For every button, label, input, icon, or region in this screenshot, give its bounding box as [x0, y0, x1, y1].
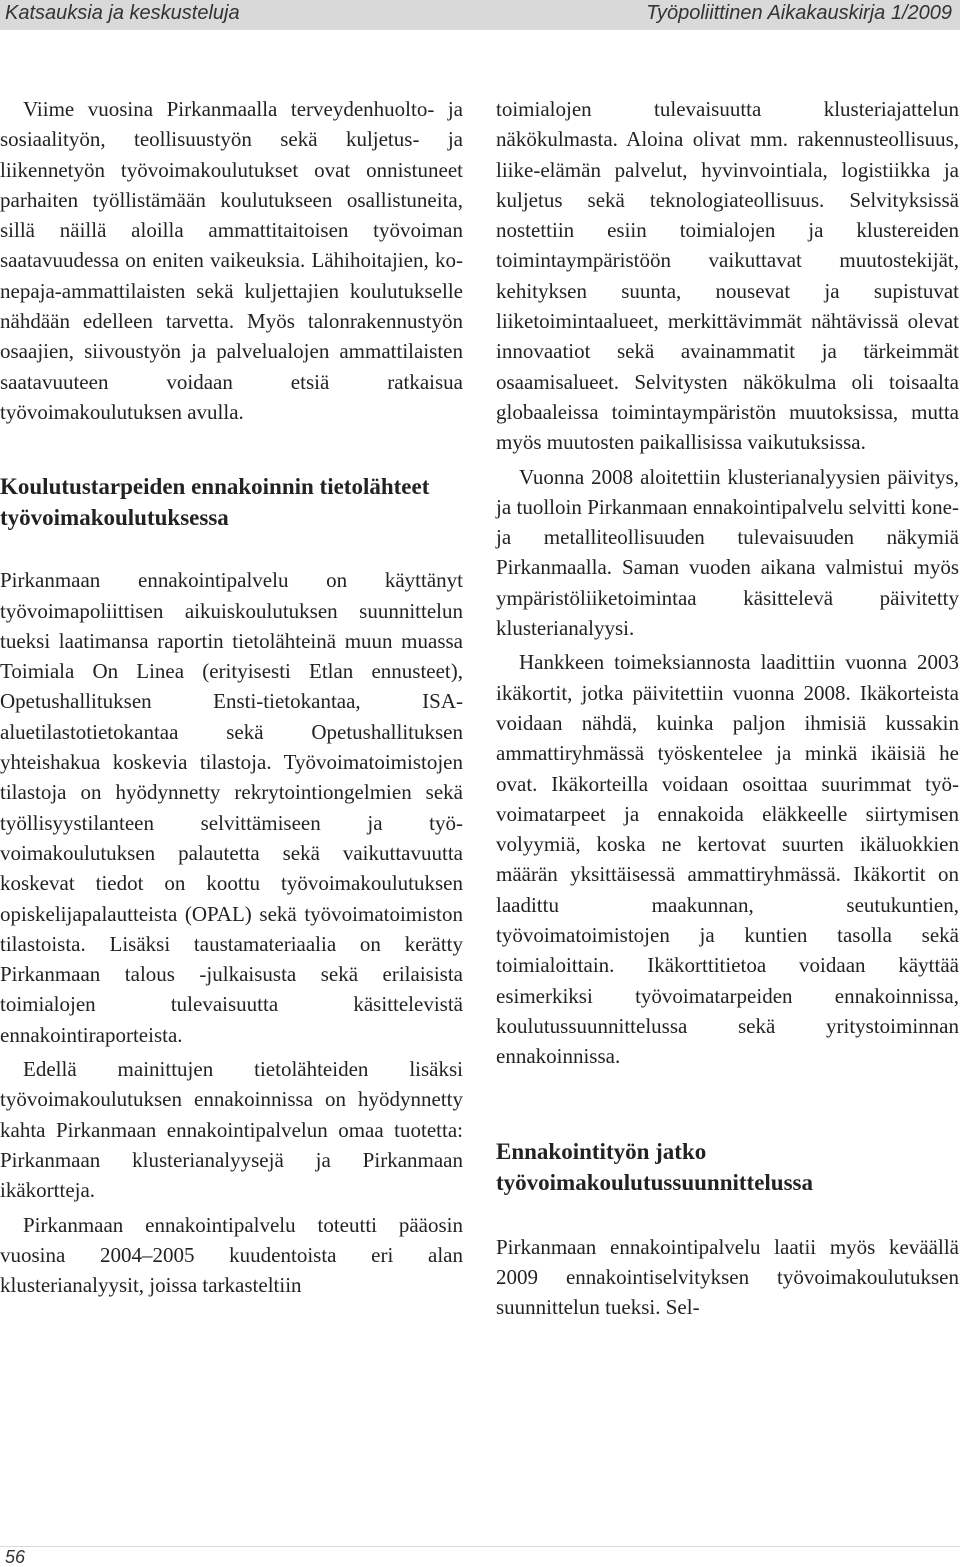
page-number: 56 — [5, 1547, 26, 1567]
running-header — [0, 0, 960, 30]
paragraph: Pirkanmaan ennakointipalvelu toteutti pääosin vuosina 2004–2005 kuudentoista eri alan klusterianalyysit, joissa tarkasteltiin — [0, 1212, 463, 1298]
footer-divider — [0, 1546, 960, 1547]
paragraph: Edellä mainittujen tietolähteiden lisäksi työvoimakoulutuksen ennakoinnissa on hyödynnetty kahta Pirkanmaan ennakointipalvelun omaa tuotetta: Pirkanmaan klusterianalyysejä ja Pirkanmaan ikäkortteja. — [0, 1057, 463, 1203]
section-heading: Ennakointityön jatko työvoimakoulutussuunnittelussa — [496, 1138, 813, 1195]
paragraph: Pirkanmaan ennakointipalvelu on käyttänyt työvoimapoliittisen aikuiskoulutuksen suunnittelun tueksi laatimansa raportin tietolähteinä muun muassa Toimiala On Linea (erityisesti Etlan ennusteet), Opetushallituksen Ensti-tietokantaa, ISA-aluetilastotietokantaa sekä Opetushallituksen yhteishakua koskevia tilastoja. Työvoimatoimistojen tilastoja on hyödynnetty rekrytointiongelmien sekä työllisyystilanteen selvittämiseen ja työvoimakoulutuksen palautetta sekä vaikuttavuutta koskevat tiedot on koottu työvoimakoulutuksen opiskelijapalautteista (OPAL) sekä työvoimatoimiston tilastoista. Lisäksi taustamateriaalia on kerätty Pirkanmaan talous -julkaisusta sekä erilaisista toimialojen tulevaisuutta käsittelevistä ennakointiraporteista. — [0, 568, 463, 1047]
journal-title: Työpoliittinen Aikakauskirja 1/2009 — [646, 2, 952, 24]
paragraph: Vuonna 2008 aloitettiin klusterianalyysien päivitys, ja tuolloin Pirkanmaan ennakointipalvelu selvitti kone- ja metalliteollisuuden tulevaisuuden näkymiä Pirkanmaalla. Saman vuoden aikana valmistui myös ympäristöliiketoimintaa käsittelevä päivitetty klusterianalyysi. — [496, 464, 959, 641]
left-column — [0, 90, 463, 1300]
paragraph: Hankkeen toimeksiannosta laadittiin vuonna 2003 ikäkortit, jotka päivitettiin vuonna 2008. Ikäkorteista voidaan nähdä, kuinka paljon ihmisiä kussakin ammattiryhmässä työskentelee ja minkä ikäisiä he ovat. Ikäkorteilla voidaan osoittaa suurimmat työvoimatarpeet ja ennakoida eläkkeelle siirtymisen volyymiä, koska ne kertovat suurten ikäluokkien määrän yksittäisessä ammattiryhmässä. Ikäkortit on laadittu maakunnan, seutukuntien, työvoimatoimistojen ja kuntien tasolla sekä toimialoittain. Ikäkorttitietoa voidaan käyttää esimerkiksi työvoimatarpeiden ennakoinnissa, koulutussuunnittelussa sekä yritystoiminnan ennakoinnissa. — [496, 650, 959, 1069]
paragraph: Pirkanmaan ennakointipalvelu laatii myös keväällä 2009 ennakointiselvityksen työvoimakoulutuksen suunnittelun tueksi. Sel- — [496, 1234, 959, 1320]
paragraph: Viime vuosina Pirkanmaalla terveydenhuolto- ja sosiaalityön, teollisuustyön sekä kuljetus- ja liikennetyön työvoimakoulutukset ovat onnistuneet parhaiten työllistämään koulutukseen osallistuneita, sillä näillä aloilla ammattitaitoisen työvoiman saatavuudessa on eniten vaikeuksia. Lähihoitajien, konepaja-ammattilaisten sekä kuljettajien koulutukselle nähdään edelleen tarvetta. Myös talonrakennustyön osaajien, siivoustyön ja palvelualojen ammattilaisten saatavuuteen voidaan etsiä ratkaisua työvoimakoulutuksen avulla. — [0, 97, 463, 424]
section-title: Katsauksia ja keskusteluja — [5, 2, 240, 24]
right-column — [496, 90, 959, 1322]
paragraph: toimialojen tulevaisuutta klusteriajattelun näkökulmasta. Aloina olivat mm. rakennusteollisuus, liike-elämän palvelut, hyvinvointiala, logistiikka ja kuljetus sekä teknologiateollisuus. Selvityksissä nostettiin esiin toimialojen ja klustereiden toimintaympäristöön vaikuttavat muutostekijät, kehityksen suunta, nousevat ja supistuvat liiketoimintaalueet, merkittävimmät nähtävissä olevat innovaatiot sekä avainammatit ja tärkeimmät osaamisalueet. Selvitysten näkökulma oli toisaalta globaaleissa toimintaympäristön muutoksissa, mutta myös muutosten paikallisissa vaikutuksissa. — [496, 97, 959, 455]
section-heading: Koulutustarpeiden ennakoinnin tietolähteet työvoimakoulutuksessa — [0, 474, 430, 531]
